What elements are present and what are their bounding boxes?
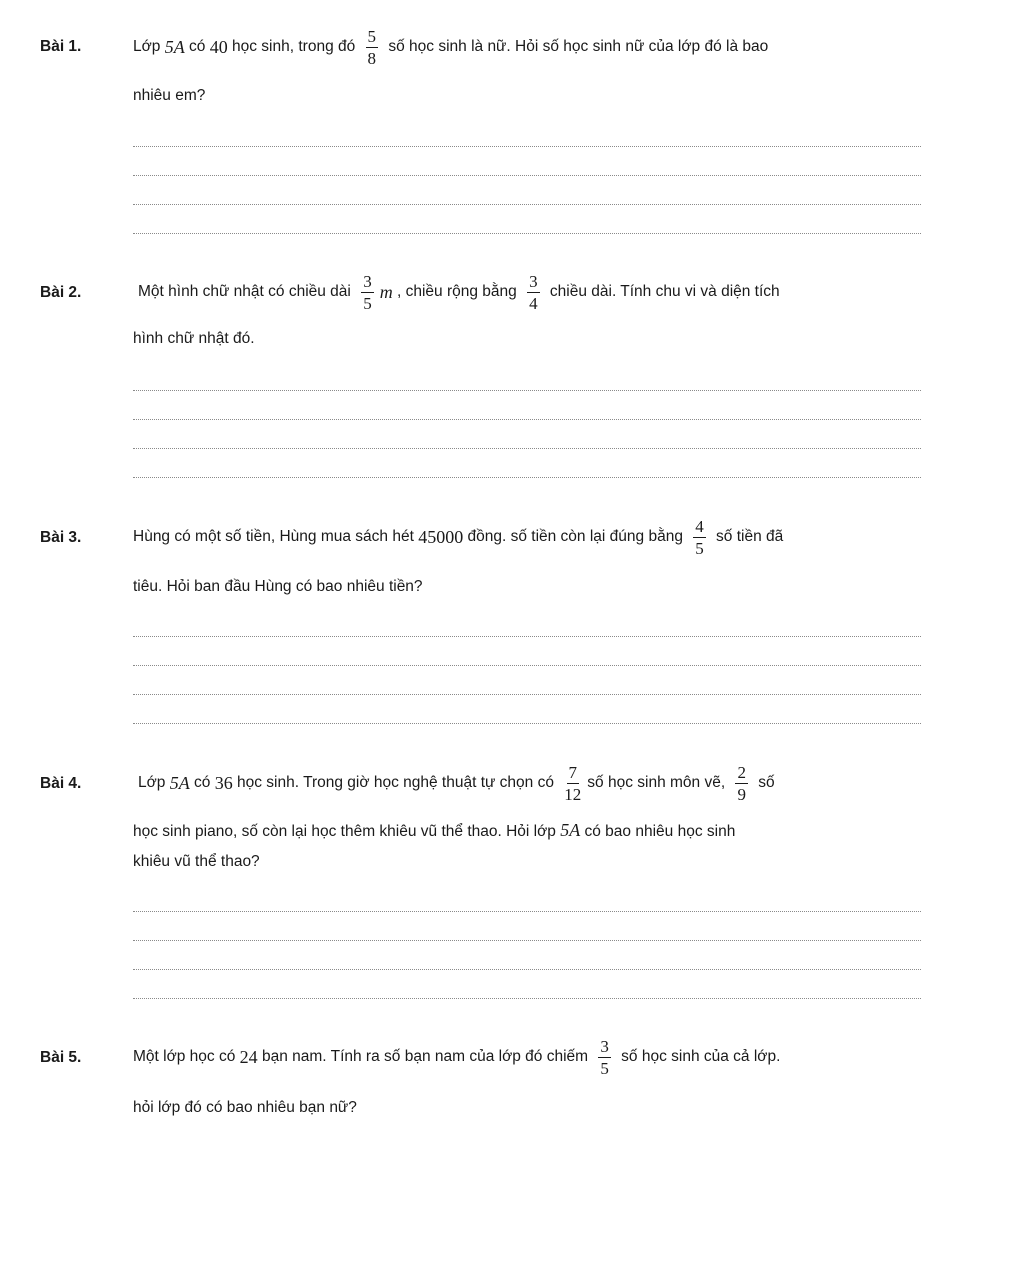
text-segment: số tiền đã: [711, 528, 784, 545]
problem-text-continued: [133, 820, 735, 841]
fraction-numerator: 5: [367, 26, 377, 46]
math-term: 5A: [169, 772, 190, 793]
problem-label: Bài 3.: [40, 529, 82, 546]
problem-text: [133, 516, 784, 558]
text-segment: Lớp: [133, 38, 165, 55]
fraction: [564, 763, 581, 804]
fraction-denominator: 5: [600, 1058, 609, 1078]
answer-line[interactable]: [133, 390, 921, 391]
problem-label: Bài 5.: [40, 1049, 82, 1066]
text-segment: học sinh piano, số còn lại học thêm khiêu vũ thể thao. Hỏi lớp: [133, 823, 561, 840]
problem-text: [138, 762, 775, 804]
problem-label: Bài 1.: [40, 38, 82, 55]
fraction: [598, 1037, 611, 1078]
text-segment: học sinh, trong đó: [227, 38, 360, 55]
fraction-denominator: 8: [367, 48, 377, 68]
fraction: [693, 517, 706, 558]
fraction-denominator: 9: [737, 784, 746, 804]
text-segment: số học sinh môn vẽ,: [587, 774, 730, 791]
text-segment: số: [753, 774, 775, 791]
fraction: [735, 763, 748, 804]
math-term: 5A: [560, 820, 581, 840]
problem-text-continued: nhiêu em?: [133, 87, 206, 104]
text-segment: số học sinh của cả lớp.: [616, 1048, 781, 1065]
fraction-numerator: 3: [529, 271, 538, 291]
answer-line[interactable]: [133, 911, 921, 912]
problem-text: [133, 1036, 781, 1078]
text-segment: bạn nam. Tính ra số bạn nam của lớp đó chiếm: [257, 1048, 593, 1065]
answer-line[interactable]: [133, 477, 921, 478]
answer-line[interactable]: [133, 419, 921, 420]
answer-line[interactable]: [133, 665, 921, 666]
problem-text-continued: tiêu. Hỏi ban đầu Hùng có bao nhiêu tiền?: [133, 578, 423, 595]
fraction-numerator: 2: [737, 762, 746, 782]
text-segment: Một hình chữ nhật có chiều dài: [138, 283, 356, 300]
answer-line[interactable]: [133, 969, 921, 970]
answer-line[interactable]: [133, 233, 921, 234]
answer-line[interactable]: [133, 146, 921, 147]
text-segment: học sinh. Trong giờ học nghệ thuật tự chọn có: [232, 774, 559, 791]
problem-text: [133, 26, 769, 68]
fraction-numerator: 3: [363, 271, 372, 291]
text-segment: đồng. số tiền còn lại đúng bằng: [463, 528, 688, 545]
problem-text: [138, 271, 780, 313]
math-number: 36: [214, 772, 233, 793]
fraction-denominator: 5: [695, 538, 704, 558]
problem-label: Bài 4.: [40, 775, 82, 792]
fraction-numerator: 3: [600, 1036, 609, 1056]
problem-text-continued: hỏi lớp đó có bao nhiêu bạn nữ?: [133, 1099, 357, 1116]
problem-text-continued: khiêu vũ thể thao?: [133, 853, 260, 870]
answer-line[interactable]: [133, 694, 921, 695]
answer-line[interactable]: [133, 636, 921, 637]
problem-text-continued: hình chữ nhật đó.: [133, 330, 255, 347]
answer-line[interactable]: [133, 204, 921, 205]
text-segment: , chiều rộng bằng: [392, 283, 522, 300]
fraction: [366, 27, 379, 68]
fraction-denominator: 4: [529, 293, 538, 313]
fraction-numerator: 7: [568, 762, 578, 782]
text-segment: Hùng có một số tiền, Hùng mua sách hét: [133, 528, 419, 545]
fraction: [361, 272, 374, 313]
math-number: 40: [209, 36, 228, 57]
text-segment: số học sinh là nữ. Hỏi số học sinh nữ của lớp đó là bao: [384, 38, 769, 55]
fraction-denominator: 12: [564, 784, 582, 804]
answer-line[interactable]: [133, 723, 921, 724]
math-unit: m: [379, 281, 393, 302]
answer-line[interactable]: [133, 175, 921, 176]
answer-line[interactable]: [133, 940, 921, 941]
text-segment: có: [184, 38, 210, 55]
fraction-numerator: 4: [695, 516, 704, 536]
fraction-denominator: 5: [363, 293, 372, 313]
math-number: 45000: [418, 526, 464, 547]
math-term: 5A: [164, 36, 185, 57]
text-segment: có: [189, 774, 215, 791]
text-segment: Lớp: [138, 774, 170, 791]
text-segment: Một lớp học có: [133, 1048, 240, 1065]
math-number: 24: [239, 1046, 258, 1067]
problem-label: Bài 2.: [40, 284, 82, 301]
text-segment: có bao nhiêu học sinh: [580, 823, 736, 840]
text-segment: chiều dài. Tính chu vi và diện tích: [545, 283, 780, 300]
answer-line[interactable]: [133, 448, 921, 449]
answer-line[interactable]: [133, 998, 921, 999]
fraction: [527, 272, 540, 313]
